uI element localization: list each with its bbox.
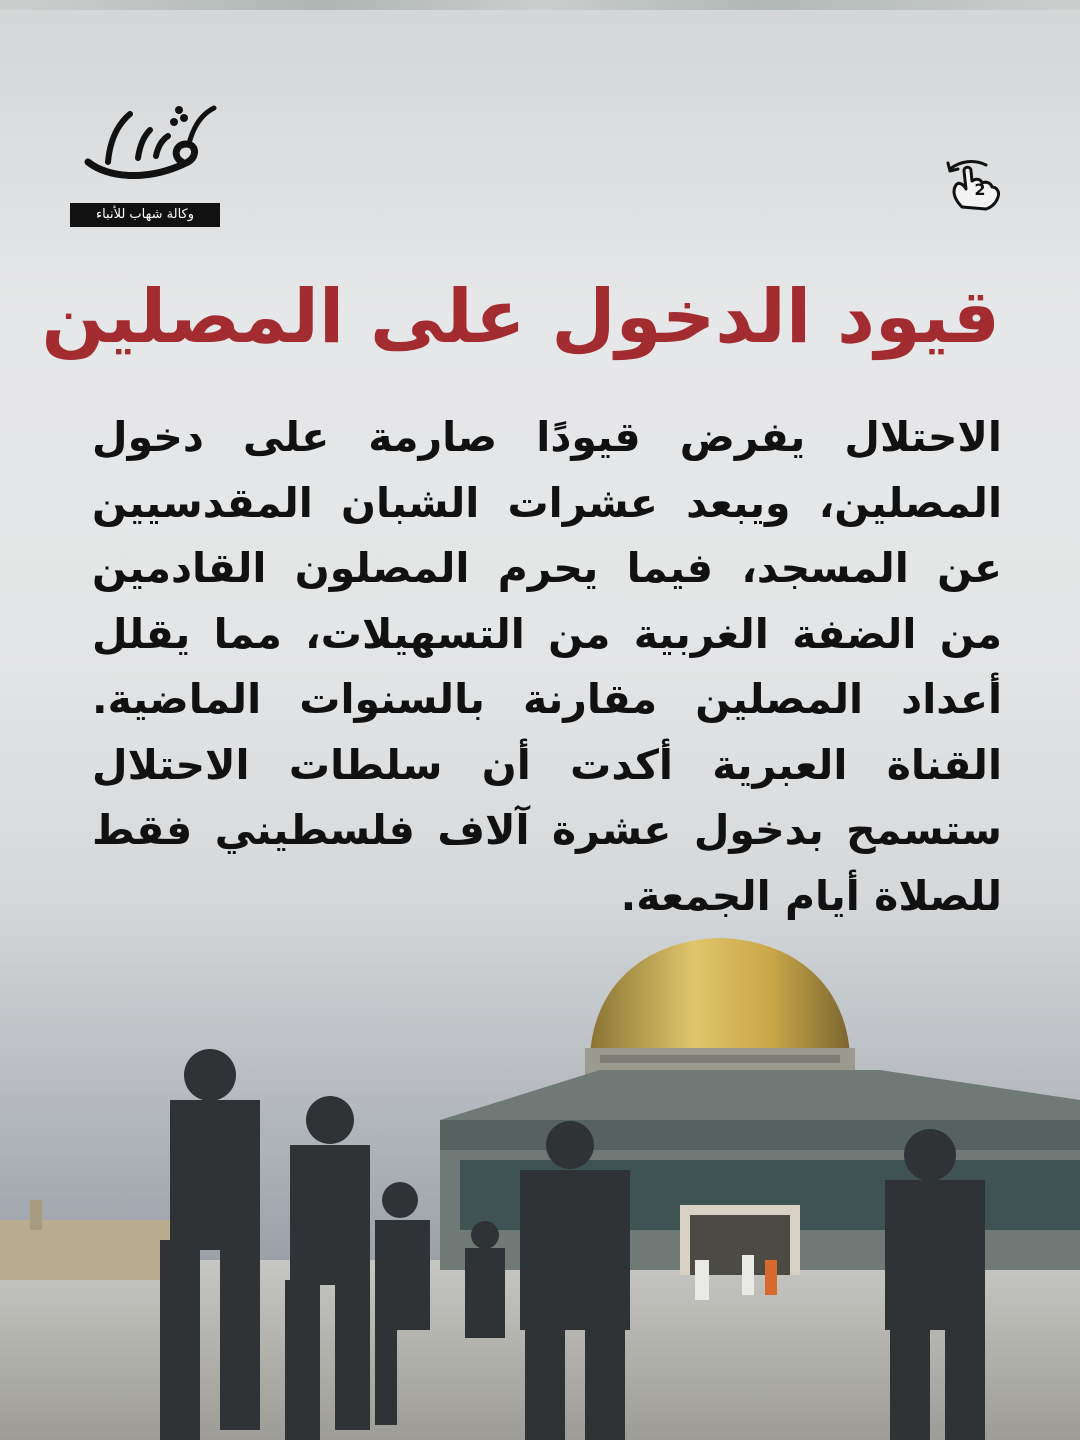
agency-logo [70,100,220,230]
dome-of-the-rock-photo [0,930,1080,1440]
logo-script-mark [78,100,218,190]
agency-name-tag: وكالة شهاب للأنباء [70,203,220,227]
body-text: الاحتلال يفرض قيودًا صارمة على دخول المصلين، ويبعد عشرات الشبان المقدسيين عن المسجد، فيما يحرم المصلون القادمين من الضفة الغربية من التسهيلات، مما يقلل أعداد المصلين مقارنة بالسنوات الماضية. القناة العبرية أكدت أن سلطات الاحتلال ستسمح بدخول عشرة آلاف فلسطيني فقط للصلاة أيام الجمعة. [92,413,1002,920]
swipe-hand-icon [940,155,1006,211]
slide-number: 2 [974,180,986,199]
headline: قيود الدخول على المصلين [41,274,1000,360]
top-border-strip [0,0,1080,10]
